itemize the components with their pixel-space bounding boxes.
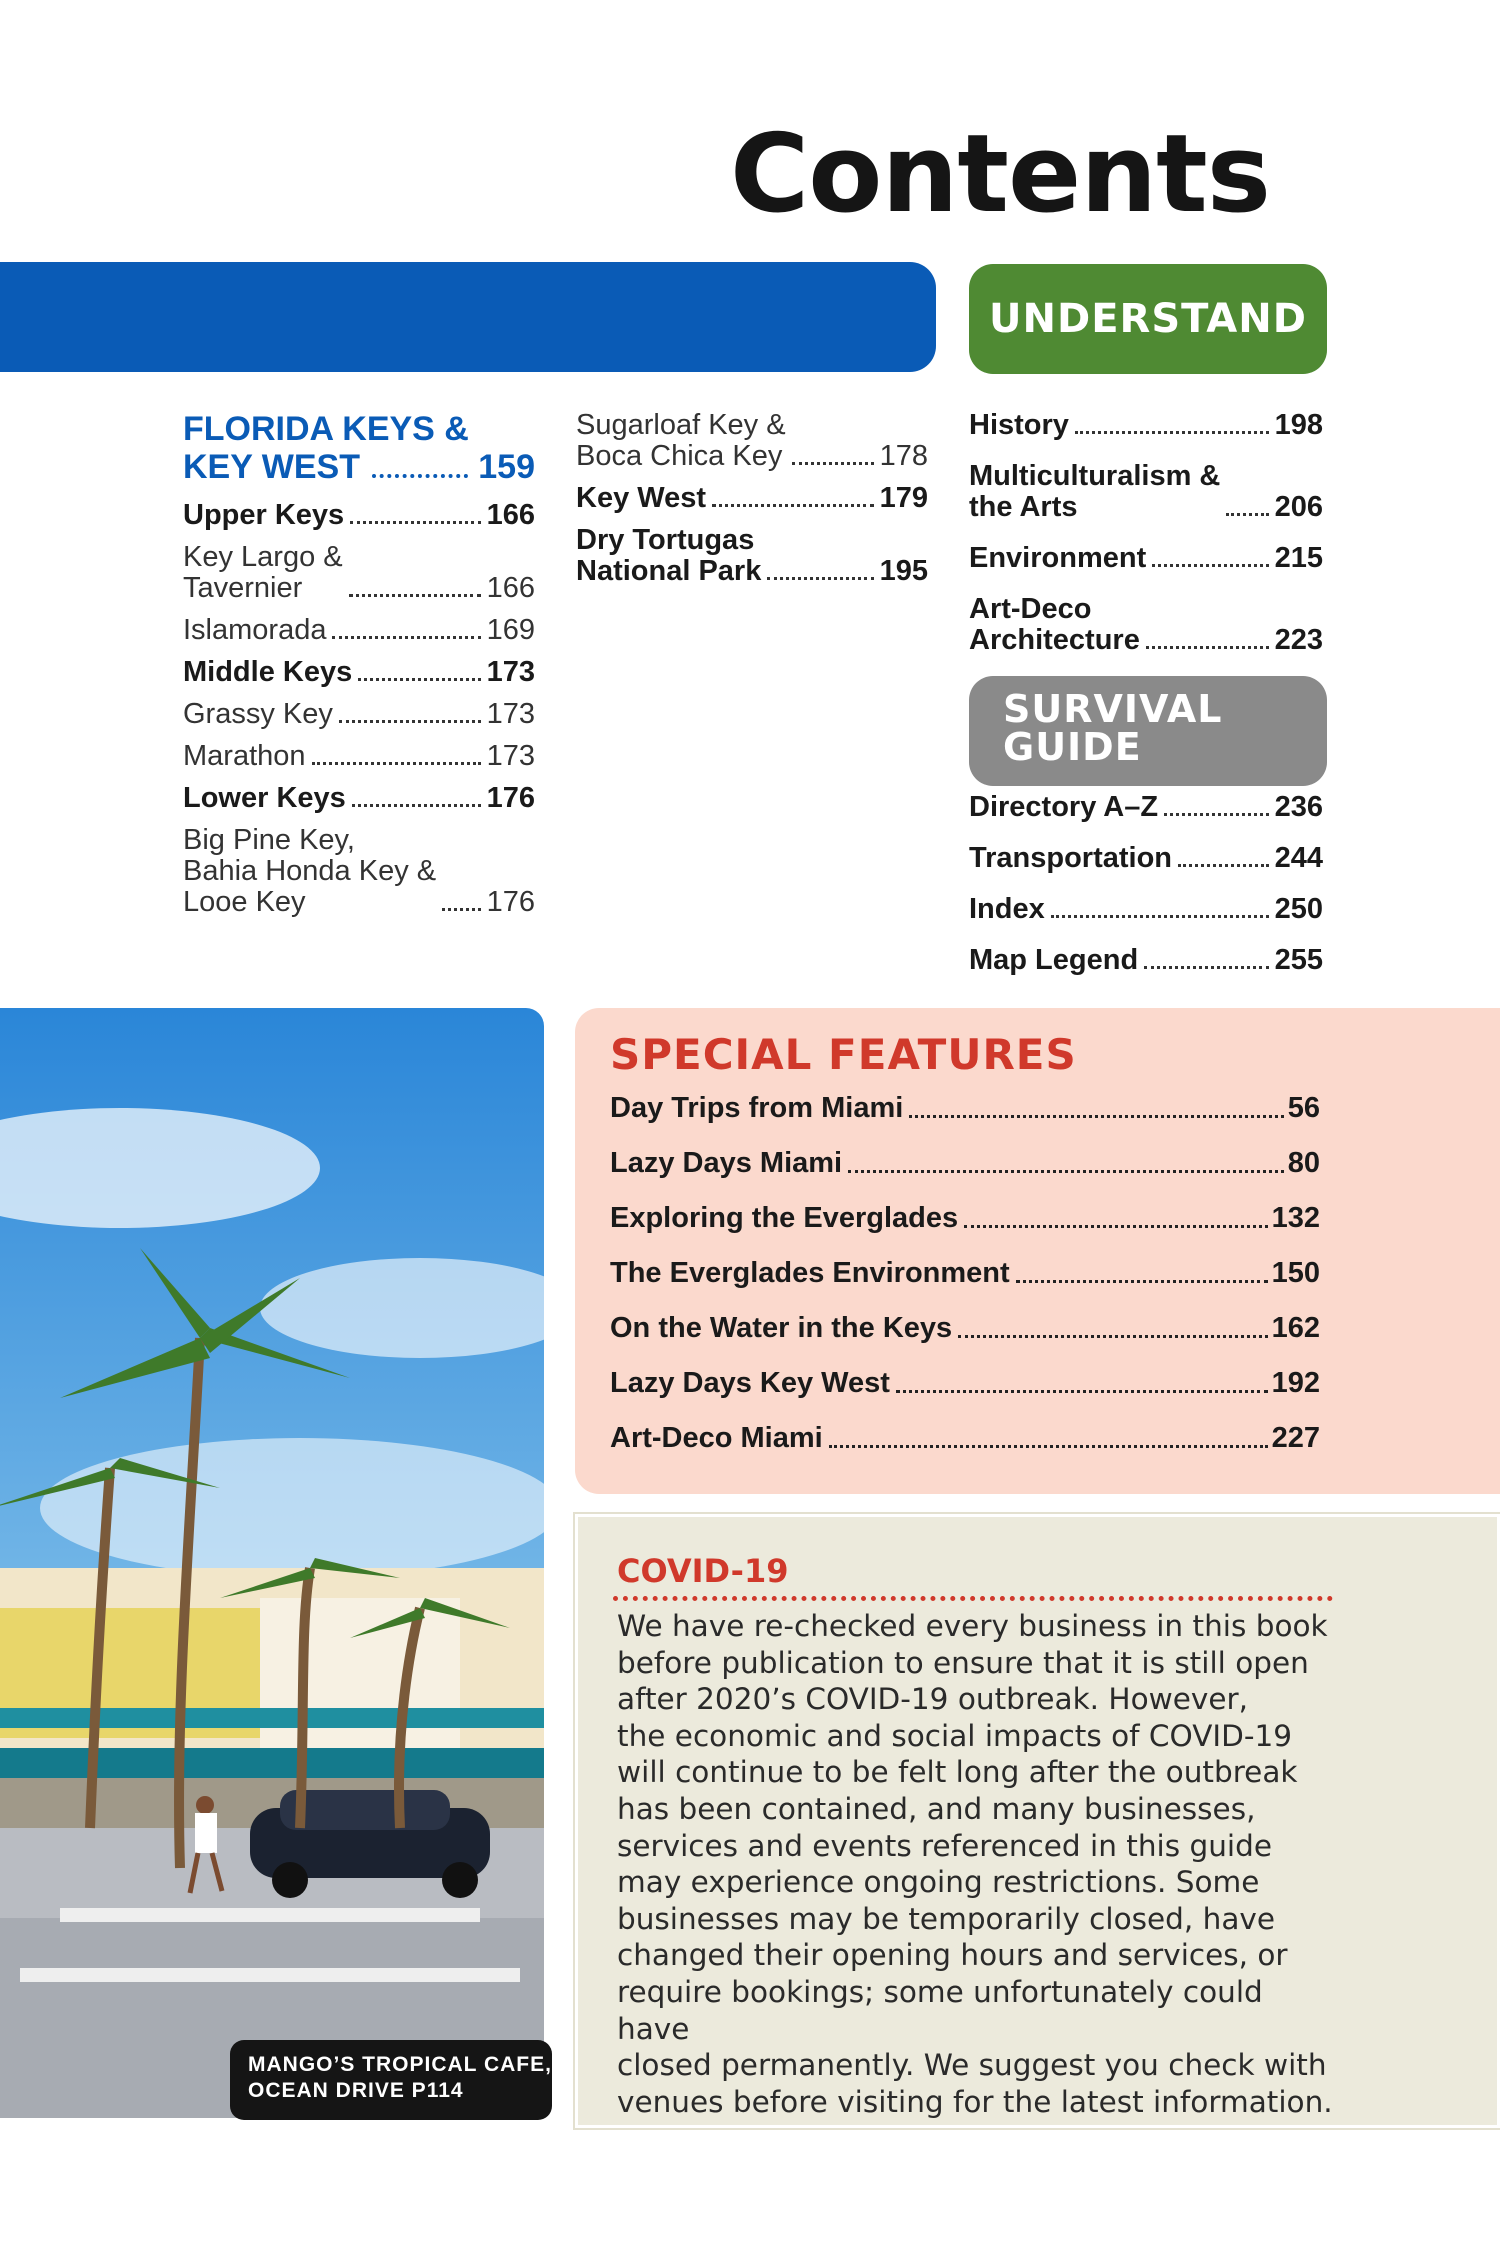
toc-entry[interactable]	[576, 483, 928, 514]
entry-label: Big Pine Key, Bahia Honda Key & Looe Key	[183, 824, 437, 918]
entry-page: 176	[486, 782, 535, 814]
survival-list	[969, 792, 1323, 996]
toc-entry[interactable]	[183, 542, 535, 604]
special-feature-entry[interactable]	[610, 1257, 1320, 1290]
covid-text-line: require bookings; some unfortunately could have	[617, 1974, 1263, 2046]
covid-heading: COVID-19	[617, 1552, 789, 1590]
entry-label: Map Legend	[969, 944, 1139, 976]
entry-page: 179	[879, 482, 928, 514]
leader-dots	[339, 720, 481, 723]
toc-entry[interactable]	[576, 525, 928, 587]
entry-label: Exploring the Everglades	[610, 1202, 959, 1234]
entry-label: Dry Tortugas National Park	[576, 524, 762, 587]
special-feature-entry[interactable]	[610, 1147, 1320, 1180]
leader-dots	[767, 577, 873, 580]
entry-page: 173	[486, 698, 535, 730]
entry-page: 173	[486, 740, 535, 772]
entry-page: 250	[1274, 893, 1323, 925]
leader-dots	[958, 1335, 1267, 1338]
covid-text-line: changed their opening hours and services, or	[617, 1938, 1288, 1973]
entry-label: Middle Keys	[183, 656, 353, 688]
entry-page: 80	[1287, 1147, 1320, 1179]
leader-dots	[349, 594, 481, 597]
section-heading-line2: KEY WEST	[183, 448, 360, 486]
survival-heading-line1: SURVIVAL	[1003, 687, 1223, 731]
leader-dots	[1144, 966, 1268, 969]
toc-entry[interactable]	[183, 500, 535, 531]
special-feature-entry[interactable]	[610, 1422, 1320, 1455]
section-color-bar	[0, 262, 936, 372]
entry-page: 255	[1274, 944, 1323, 976]
covid-divider	[613, 1596, 1333, 1601]
toc-entry[interactable]	[183, 699, 535, 730]
understand-entry[interactable]	[969, 543, 1323, 574]
photo-caption-line1: MANGO’S TROPICAL CAFE,	[248, 2053, 552, 2076]
entry-page: 195	[879, 555, 928, 587]
leader-dots	[829, 1445, 1268, 1448]
understand-heading[interactable]: UNDERSTAND	[969, 264, 1327, 374]
entry-page: 223	[1274, 624, 1323, 656]
understand-list	[969, 410, 1323, 676]
leader-dots	[964, 1225, 1268, 1228]
entry-label: On the Water in the Keys	[610, 1312, 953, 1344]
keys-column-2	[576, 410, 928, 598]
entry-label: Transportation	[969, 842, 1173, 874]
entry-label: Key West	[576, 482, 707, 514]
survival-entry[interactable]	[969, 945, 1323, 976]
keys-list-2	[576, 410, 928, 587]
toc-entry[interactable]	[183, 741, 535, 772]
toc-entry[interactable]	[183, 825, 535, 918]
leader-dots	[909, 1115, 1283, 1118]
entry-label: Key Largo & Tavernier	[183, 541, 343, 604]
leader-dots	[1152, 564, 1268, 567]
leader-dots	[1075, 431, 1269, 434]
covid-text-line: after 2020’s COVID-19 outbreak. However,	[617, 1682, 1249, 1717]
toc-entry[interactable]	[183, 615, 535, 646]
survival-items	[969, 792, 1323, 976]
photo-caption	[230, 2040, 552, 2120]
entry-label: Index	[969, 893, 1045, 925]
leader-dots	[350, 521, 480, 524]
entry-label: Islamorada	[183, 614, 327, 646]
entry-label: Upper Keys	[183, 499, 345, 531]
entry-page: 173	[486, 656, 535, 688]
special-feature-entry[interactable]	[610, 1367, 1320, 1400]
entry-label: Multiculturalism & the Arts	[969, 460, 1221, 523]
photo-caption-line2: OCEAN DRIVE P114	[248, 2079, 464, 2102]
leader-dots	[358, 678, 480, 681]
leader-dots	[848, 1170, 1284, 1173]
page-title: Contents	[729, 112, 1270, 237]
leader-dots	[442, 908, 480, 911]
leader-dots	[1016, 1280, 1268, 1283]
entry-page: 198	[1274, 409, 1323, 441]
survival-entry[interactable]	[969, 843, 1323, 874]
section-heading[interactable]	[183, 410, 535, 486]
leader-dots	[1051, 915, 1269, 918]
entry-page: 192	[1271, 1367, 1320, 1399]
toc-entry[interactable]	[576, 410, 928, 472]
entry-page: 227	[1271, 1422, 1320, 1454]
entry-label: The Everglades Environment	[610, 1257, 1010, 1289]
covid-text-line: businesses may be temporarily closed, have	[617, 1901, 1276, 1936]
special-feature-entry[interactable]	[610, 1312, 1320, 1345]
entry-label: Grassy Key	[183, 698, 333, 730]
leader-dots	[792, 462, 874, 465]
entry-page: 215	[1274, 542, 1323, 574]
entry-page: 56	[1287, 1092, 1320, 1124]
entry-label: Day Trips from Miami	[610, 1092, 904, 1124]
keys-column-1	[183, 410, 535, 929]
toc-entry[interactable]	[183, 657, 535, 688]
covid-text-line: has been contained, and many businesses,	[617, 1791, 1256, 1826]
section-heading-line1: FLORIDA KEYS &	[183, 410, 469, 448]
understand-entry[interactable]	[969, 410, 1323, 441]
covid-text-line: services and events referenced in this guide	[617, 1828, 1272, 1863]
entry-label: Lower Keys	[183, 782, 346, 814]
entry-label: Sugarloaf Key & Boca Chica Key	[576, 409, 786, 472]
survival-entry[interactable]	[969, 792, 1323, 823]
entry-page: 162	[1271, 1312, 1320, 1344]
covid-text-line: the economic and social impacts of COVID-19	[617, 1718, 1292, 1753]
leader-dots	[1164, 813, 1269, 816]
special-features-heading[interactable]: SPECIAL FEATURES	[610, 1030, 1077, 1079]
entry-label: Environment	[969, 542, 1147, 574]
entry-label: Art-Deco Miami	[610, 1422, 823, 1454]
section-heading-page: 159	[478, 448, 535, 486]
entry-page: 178	[879, 440, 928, 472]
entry-page: 166	[486, 499, 535, 531]
covid-text-line: before publication to ensure that it is still open	[617, 1645, 1309, 1680]
entry-label: Art-Deco Architecture	[969, 593, 1140, 656]
leader-dots	[1178, 864, 1269, 867]
entry-page: 206	[1274, 491, 1323, 523]
entry-page: 176	[486, 886, 535, 918]
survival-guide-heading[interactable]	[969, 676, 1327, 786]
leader-dots	[712, 504, 874, 507]
entry-page: 166	[486, 572, 535, 604]
leader-dots	[1146, 646, 1269, 649]
leader-dots	[332, 636, 480, 639]
leader-dots	[1226, 513, 1268, 516]
special-feature-entry[interactable]	[610, 1092, 1320, 1125]
understand-entry[interactable]	[969, 594, 1323, 656]
covid-text-line: We have re-checked every business in this book	[617, 1609, 1328, 1643]
survival-entry[interactable]	[969, 894, 1323, 925]
covid-text-line: venues before visiting for the latest information.	[617, 2084, 1333, 2119]
keys-list-1	[183, 500, 535, 918]
entry-page: 150	[1271, 1257, 1320, 1289]
leader-dots	[896, 1390, 1268, 1393]
covid-body	[617, 1608, 1337, 2120]
street-photo	[0, 1008, 544, 2118]
special-feature-entry[interactable]	[610, 1202, 1320, 1235]
entry-page: 244	[1274, 842, 1323, 874]
entry-label: Lazy Days Key West	[610, 1367, 890, 1399]
covid-text-line: will continue to be felt long after the outbreak	[617, 1755, 1298, 1790]
covid-text-line: closed permanently. We suggest you check with	[617, 2048, 1327, 2083]
understand-items	[969, 410, 1323, 656]
toc-entry[interactable]	[183, 783, 535, 814]
covid-text-line: may experience ongoing restrictions. Some	[617, 1865, 1260, 1900]
entry-label: Lazy Days Miami	[610, 1147, 843, 1179]
entry-page: 236	[1274, 791, 1323, 823]
entry-page: 132	[1271, 1202, 1320, 1234]
survival-heading-line2: GUIDE	[1003, 725, 1142, 769]
leader-dots	[312, 762, 481, 765]
photo-illustration	[0, 1008, 544, 2118]
entry-label: Directory A–Z	[969, 791, 1159, 823]
entry-page: 169	[486, 614, 535, 646]
leader-dots	[352, 804, 481, 807]
entry-label: Marathon	[183, 740, 306, 772]
understand-entry[interactable]	[969, 461, 1323, 523]
entry-label: History	[969, 409, 1069, 441]
